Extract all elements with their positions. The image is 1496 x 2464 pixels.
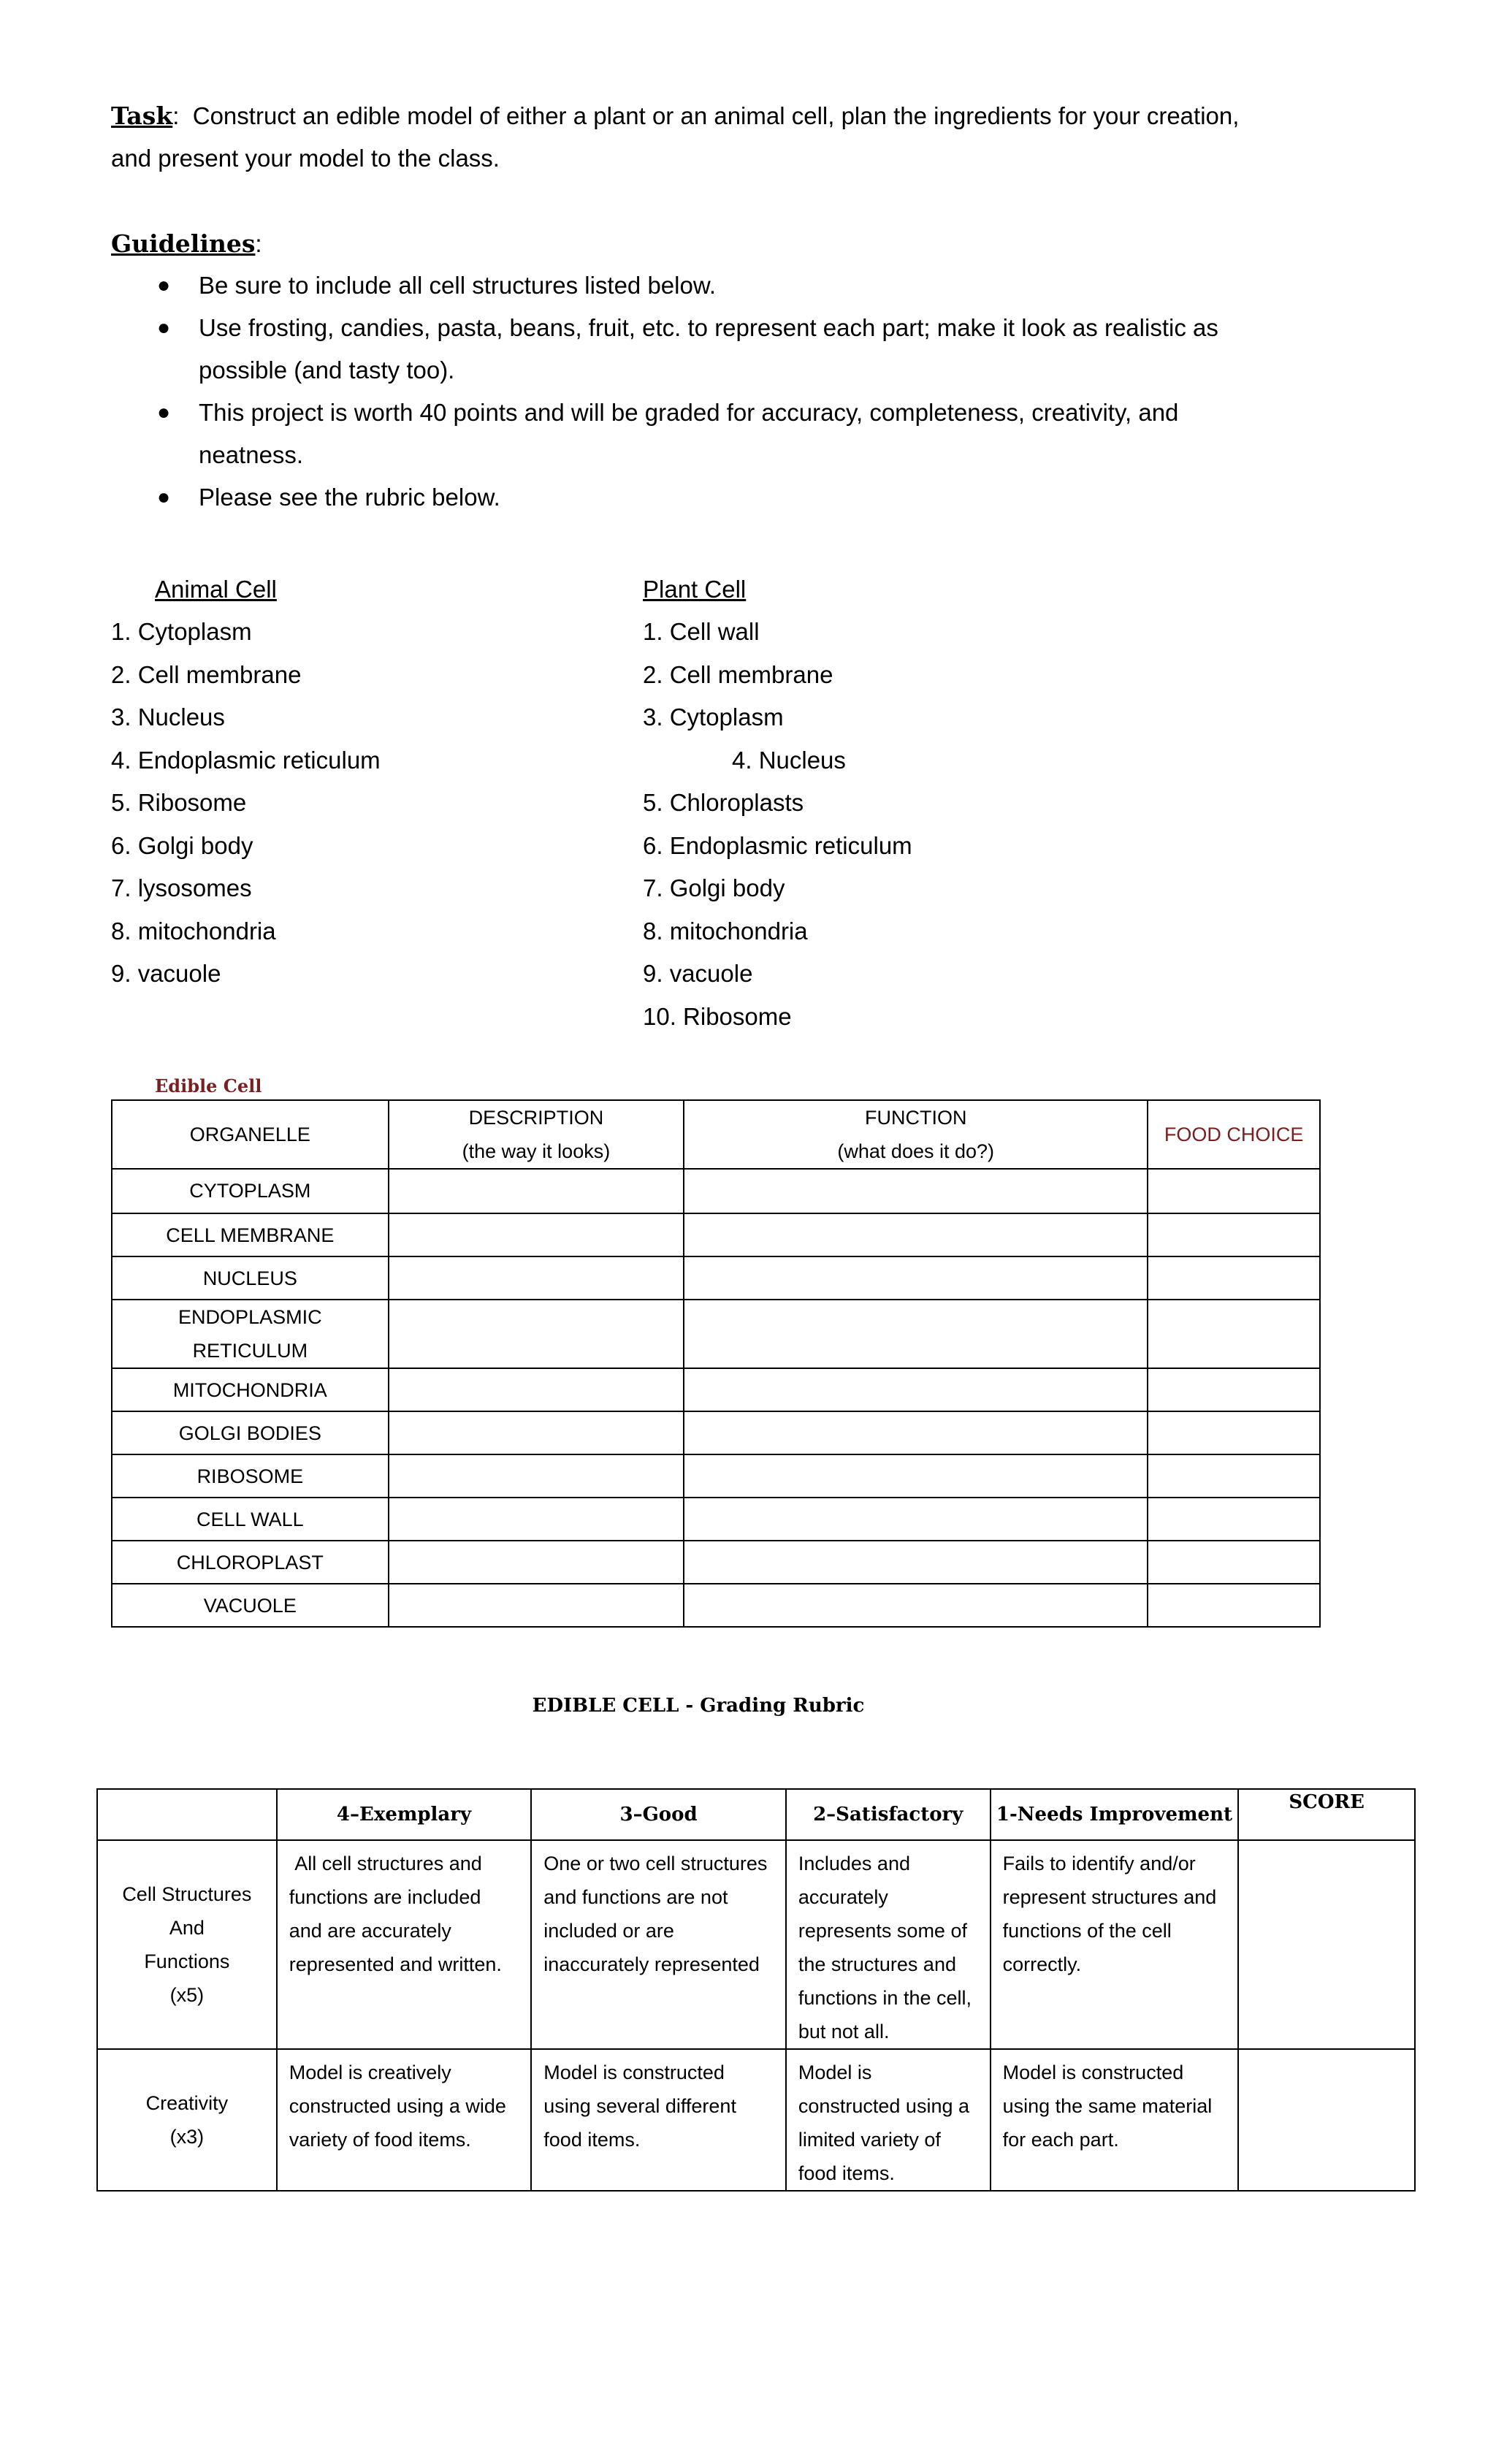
plant-cell-heading: Plant Cell (643, 576, 747, 603)
plant-cell-item: 8. mitochondria (643, 917, 808, 945)
header-organelle: ORGANELLE (112, 1100, 389, 1169)
food-choice-cell[interactable] (1148, 1541, 1320, 1584)
animal-cell-item: 7. lysosomes (111, 874, 252, 901)
rubric-header-satisfactory: 2–Satisfactory (786, 1789, 991, 1840)
description-cell[interactable] (389, 1256, 684, 1300)
function-cell[interactable] (684, 1454, 1148, 1498)
animal-cell-item: 5. Ribosome (111, 789, 247, 816)
task-line-1: Task: Construct an edible model of either a plant or an animal cell, plan the ingredients for your creation, (111, 102, 1240, 130)
food-choice-cell[interactable] (1148, 1584, 1320, 1627)
table-row (112, 1256, 1320, 1300)
table-row (112, 1541, 1320, 1584)
function-cell[interactable] (684, 1584, 1148, 1627)
rubric-cell-exemplary: All cell structures and functions are included and are accurately represented and written. (277, 1840, 532, 2049)
rubric-row-creativity (97, 2049, 1415, 2191)
task-text-1: Construct an edible model of either a plant or an animal cell, plan the ingredients for your creation, (192, 102, 1240, 129)
table-row (112, 1300, 1320, 1368)
table-row (112, 1498, 1320, 1541)
rubric-header-row (97, 1789, 1415, 1840)
plant-cell-item: 3. Cytoplasm (643, 703, 784, 731)
animal-cell-list (111, 611, 381, 996)
rubric-cell-needs-improvement: Fails to identify and/or represent structures and functions of the cell correctly. (991, 1840, 1239, 2049)
plant-cell-item: 2. Cell membrane (643, 660, 833, 688)
organelle-cell: CHLOROPLAST (112, 1541, 389, 1584)
rubric-cell-satisfactory: Model is constructed using a limited variety of food items. (786, 2049, 991, 2191)
function-cell[interactable] (684, 1541, 1148, 1584)
animal-cell-item: 3. Nucleus (111, 703, 225, 731)
organelle-cell: CELL WALL (112, 1498, 389, 1541)
table-row (112, 1454, 1320, 1498)
organelle-cell: RIBOSOME (112, 1454, 389, 1498)
description-cell[interactable] (389, 1411, 684, 1454)
food-choice-cell[interactable] (1148, 1498, 1320, 1541)
animal-cell-item: 9. vacuole (111, 960, 221, 987)
food-choice-cell[interactable] (1148, 1368, 1320, 1411)
organelle-cell: NUCLEUS (112, 1256, 389, 1300)
bullet-icon: ● (157, 316, 171, 340)
animal-cell-item: 4. Endoplasmic reticulum (111, 746, 381, 774)
guidelines-label: Guidelines (111, 229, 256, 258)
task-text-2: and present your model to the class. (111, 145, 500, 172)
plant-cell-item: 6. Endoplasmic reticulum (643, 831, 912, 859)
guideline-item: ● Please see the rubric below. (150, 476, 1318, 519)
guidelines-heading: Guidelines: (111, 229, 262, 258)
description-cell[interactable] (389, 1169, 684, 1213)
rubric-score-cell[interactable] (1238, 1840, 1415, 2049)
table-row (112, 1368, 1320, 1411)
rubric-header-good: 3–Good (531, 1789, 786, 1840)
plant-cell-item: 4. Nucleus (732, 746, 846, 774)
table-header-row (112, 1100, 1320, 1169)
rubric-row-structures (97, 1840, 1415, 2049)
guideline-item: ● Use frosting, candies, pasta, beans, fruit, etc. to represent each part; make it look as realistic as possible (and tasty too). (150, 307, 1318, 392)
food-choice-cell[interactable] (1148, 1256, 1320, 1300)
organelle-cell: ENDOPLASMIC RETICULUM (112, 1300, 389, 1368)
edible-cell-caption: Edible Cell (155, 1075, 262, 1096)
animal-cell-item: 8. mitochondria (111, 917, 276, 945)
plant-cell-item: 5. Chloroplasts (643, 789, 804, 816)
rubric-header-needs-improvement: 1-Needs Improvement (991, 1789, 1239, 1840)
organelle-cell: CYTOPLASM (112, 1169, 389, 1213)
organelle-cell: VACUOLE (112, 1584, 389, 1627)
organelle-cell: MITOCHONDRIA (112, 1368, 389, 1411)
plant-cell-item: 9. vacuole (643, 960, 753, 987)
animal-cell-item: 6. Golgi body (111, 831, 253, 859)
plant-cell-item: 7. Golgi body (643, 874, 785, 901)
rubric-row-head: Creativity (x3) (97, 2049, 277, 2191)
function-cell[interactable] (684, 1213, 1148, 1256)
bullet-icon: ● (157, 273, 171, 297)
food-choice-cell[interactable] (1148, 1454, 1320, 1498)
description-cell[interactable] (389, 1541, 684, 1584)
rubric-cell-needs-improvement: Model is constructed using the same material for each part. (991, 2049, 1239, 2191)
rubric-score-cell[interactable] (1238, 2049, 1415, 2191)
organelle-cell: CELL MEMBRANE (112, 1213, 389, 1256)
guidelines-list (150, 264, 1318, 519)
rubric-header-blank (97, 1789, 277, 1840)
table-row (112, 1411, 1320, 1454)
function-cell[interactable] (684, 1300, 1148, 1368)
function-cell[interactable] (684, 1368, 1148, 1411)
header-food-choice: FOOD CHOICE (1148, 1100, 1320, 1169)
bullet-icon: ● (157, 400, 171, 424)
animal-cell-item: 1. Cytoplasm (111, 618, 252, 645)
organelle-cell: GOLGI BODIES (112, 1411, 389, 1454)
food-choice-cell[interactable] (1148, 1411, 1320, 1454)
food-choice-cell[interactable] (1148, 1213, 1320, 1256)
edible-cell-table (111, 1099, 1321, 1628)
animal-cell-heading: Animal Cell (155, 576, 277, 603)
description-cell[interactable] (389, 1454, 684, 1498)
rubric-row-head: Cell Structures And Functions (x5) (97, 1840, 277, 2049)
function-cell[interactable] (684, 1169, 1148, 1213)
function-cell[interactable] (684, 1411, 1148, 1454)
header-description: DESCRIPTION (the way it looks) (389, 1100, 684, 1169)
plant-cell-item: 10. Ribosome (643, 1002, 792, 1030)
food-choice-cell[interactable] (1148, 1300, 1320, 1368)
rubric-cell-good: Model is constructed using several different food items. (531, 2049, 786, 2191)
rubric-table (96, 1788, 1416, 2192)
table-row (112, 1584, 1320, 1627)
header-function: FUNCTION (what does it do?) (684, 1100, 1148, 1169)
plant-cell-list (643, 611, 912, 1038)
guideline-item: ● Be sure to include all cell structures listed below. (150, 264, 1318, 307)
rubric-cell-satisfactory: Includes and accurately represents some of the structures and functions in the cell, but not all. (786, 1840, 991, 2049)
rubric-title: EDIBLE CELL - Grading Rubric (532, 1695, 865, 1717)
rubric-cell-exemplary: Model is creatively constructed using a wide variety of food items. (277, 2049, 532, 2191)
function-cell[interactable] (684, 1256, 1148, 1300)
rubric-header-score: SCORE (1238, 1789, 1415, 1840)
table-row (112, 1213, 1320, 1256)
description-cell[interactable] (389, 1213, 684, 1256)
bullet-icon: ● (157, 485, 171, 509)
guideline-item: ● This project is worth 40 points and will be graded for accuracy, completeness, creativity, and neatness. (150, 392, 1318, 476)
rubric-cell-good: One or two cell structures and functions are not included or are inaccurately represented (531, 1840, 786, 2049)
table-row (112, 1169, 1320, 1213)
description-cell[interactable] (389, 1584, 684, 1627)
description-cell[interactable] (389, 1498, 684, 1541)
description-cell[interactable] (389, 1368, 684, 1411)
task-label: Task (111, 102, 173, 130)
plant-cell-item: 1. Cell wall (643, 618, 760, 645)
rubric-header-exemplary: 4–Exemplary (277, 1789, 532, 1840)
description-cell[interactable] (389, 1300, 684, 1368)
function-cell[interactable] (684, 1498, 1148, 1541)
food-choice-cell[interactable] (1148, 1169, 1320, 1213)
animal-cell-item: 2. Cell membrane (111, 660, 302, 688)
